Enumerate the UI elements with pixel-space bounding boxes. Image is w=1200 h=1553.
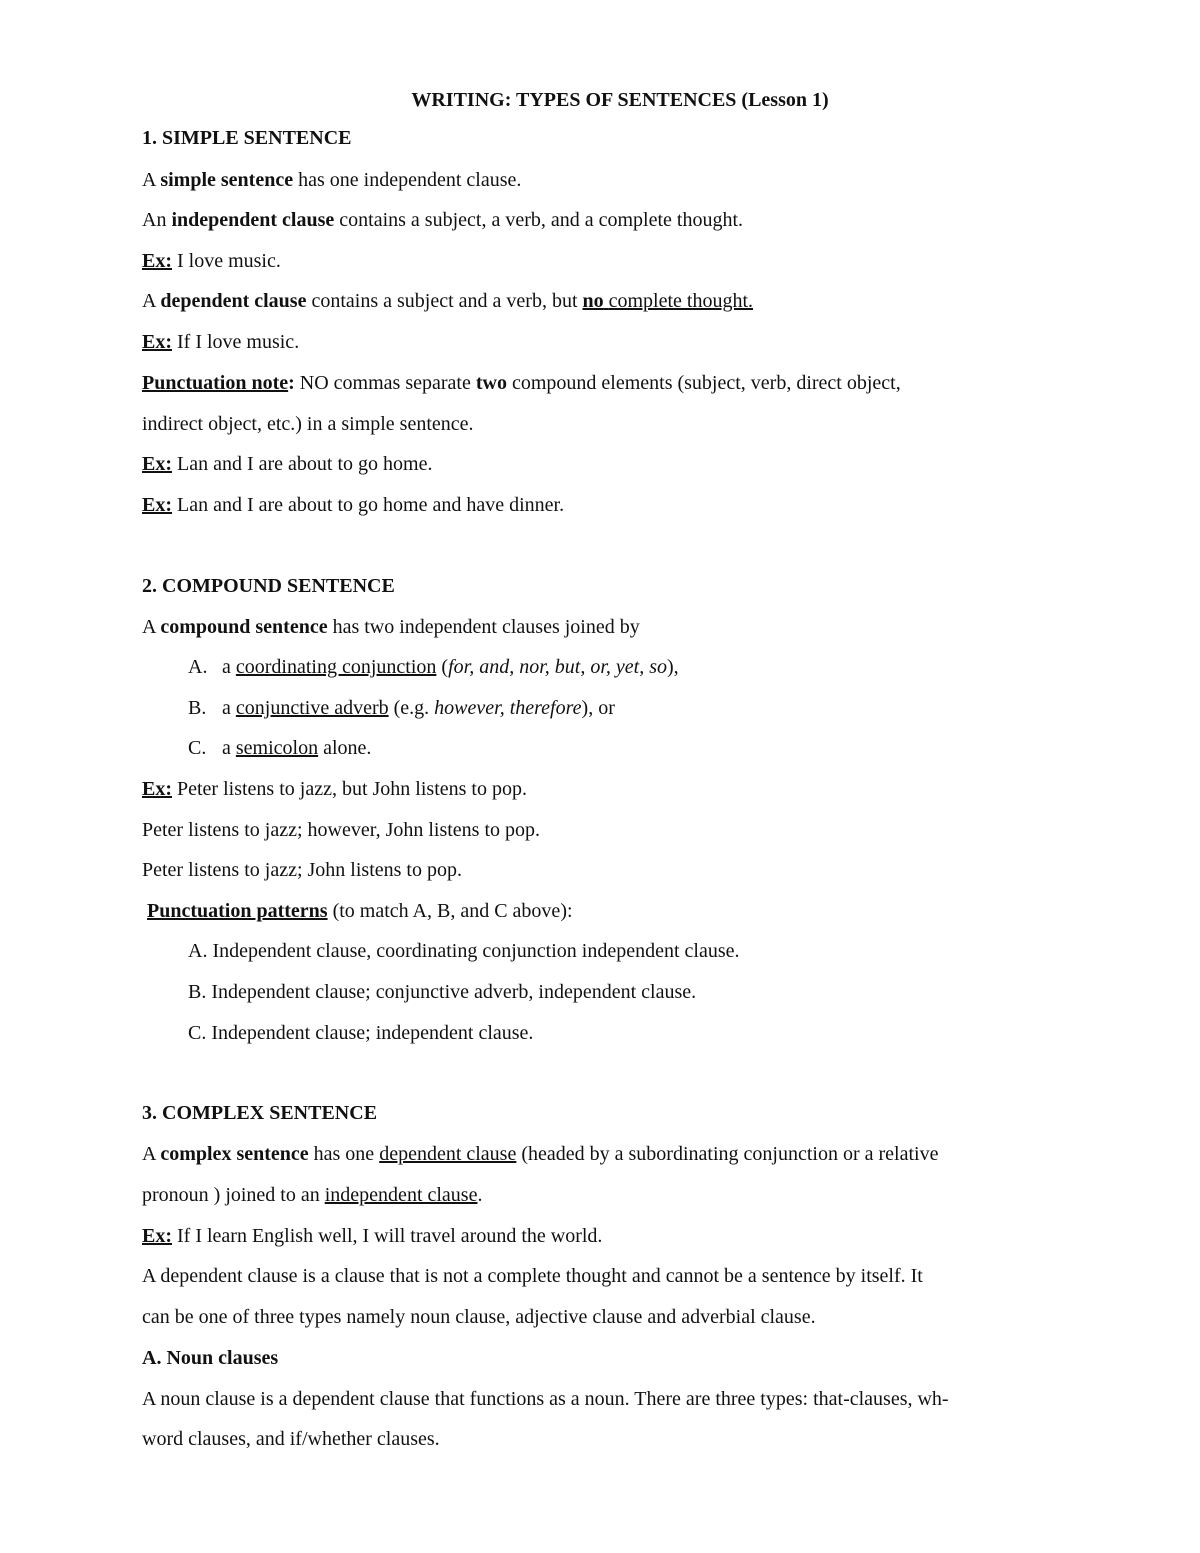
italic-examples: however, therefore — [434, 697, 582, 719]
term-conjunctive-adverb: conjunctive adverb — [235, 697, 389, 719]
term-independent-clause: independent clause — [324, 1184, 478, 1206]
example-label: Ex: — [142, 331, 172, 353]
independent-clause-definition — [142, 208, 743, 232]
text: compound elements (subject, verb, direct object, — [506, 372, 901, 394]
term-compound-sentence: compound sentence — [160, 616, 328, 638]
list-marker: B. — [188, 697, 207, 719]
pattern-item: C. Independent clause; independent clause. — [188, 1022, 534, 1044]
section-heading-compound: 2. COMPOUND SENTENCE — [142, 575, 395, 597]
compound-definition — [142, 615, 640, 639]
punctuation-patterns — [147, 899, 573, 923]
text: . — [477, 1184, 483, 1206]
example-label: Ex: — [142, 250, 172, 272]
text: has one independent clause. — [293, 169, 522, 191]
example-line — [142, 452, 432, 476]
example-line — [142, 777, 527, 801]
example-text: Lan and I are about to go home. — [172, 453, 433, 475]
text: An — [142, 209, 172, 231]
text: A — [142, 290, 161, 312]
emphasis-complete-thought: complete thought. — [608, 290, 754, 312]
example-line — [142, 493, 564, 517]
text: a — [222, 737, 236, 759]
punctuation-note-label: Punctuation note — [142, 372, 289, 394]
example-label: Ex: — [142, 453, 172, 475]
complex-definition — [142, 1142, 938, 1166]
punctuation-note-continued: indirect object, etc.) in a simple sentence. — [142, 413, 474, 435]
emphasis-no: no — [582, 290, 604, 312]
simple-definition — [142, 168, 521, 192]
paragraph-line: word clauses, and if/whether clauses. — [142, 1428, 440, 1450]
text: : — [288, 372, 295, 394]
text: a — [222, 697, 236, 719]
list-item — [188, 655, 679, 679]
text: (headed by a subordinating conjunction or a relative — [516, 1143, 939, 1165]
text: contains a subject, a verb, and a complete thought. — [334, 209, 744, 231]
paragraph-line: A noun clause is a dependent clause that functions as a noun. There are three types: that-clauses, wh- — [142, 1388, 949, 1410]
punctuation-patterns-label: Punctuation patterns — [147, 900, 328, 922]
italic-examples: for, and, nor, but, or, yet, so — [448, 656, 667, 678]
list-item — [188, 736, 371, 760]
example-text: If I love music. — [172, 331, 300, 353]
example-line: Peter listens to jazz; John listens to pop. — [142, 859, 462, 881]
term-semicolon: semicolon — [235, 737, 319, 759]
punctuation-note — [142, 371, 901, 395]
example-text: Peter listens to jazz, but John listens to pop. — [172, 778, 527, 800]
text: A — [142, 169, 161, 191]
text: A — [142, 1143, 161, 1165]
example-line — [142, 249, 281, 273]
term-dependent-clause: dependent clause — [160, 290, 307, 312]
dependent-clause-definition — [142, 289, 753, 313]
subheading-noun-clauses: A. Noun clauses — [142, 1347, 279, 1369]
example-line — [142, 1224, 602, 1248]
text: ( — [436, 656, 449, 678]
list-marker: A. — [188, 656, 208, 678]
text: (e.g. — [388, 697, 435, 719]
text: ), — [666, 656, 679, 678]
example-line: Peter listens to jazz; however, John listens to pop. — [142, 819, 541, 841]
example-label: Ex: — [142, 778, 172, 800]
text: contains a subject and a verb, but — [306, 290, 583, 312]
text: A — [142, 616, 161, 638]
complex-definition-continued — [142, 1183, 482, 1207]
term-simple-sentence: simple sentence — [160, 169, 294, 191]
page-title: WRITING: TYPES OF SENTENCES (Lesson 1) — [411, 89, 829, 111]
text: (to match A, B, and C above): — [327, 900, 573, 922]
list-item — [188, 696, 615, 720]
paragraph-line: A dependent clause is a clause that is not a complete thought and cannot be a sentence by itself. It — [142, 1265, 923, 1287]
term-dependent-clause: dependent clause — [379, 1143, 517, 1165]
term-complex-sentence: complex sentence — [160, 1143, 309, 1165]
text: has one — [308, 1143, 380, 1165]
term-independent-clause: independent clause — [171, 209, 335, 231]
example-line — [142, 330, 299, 354]
emphasis-two: two — [475, 372, 507, 394]
list-marker: C. — [188, 737, 207, 759]
text: ), or — [581, 697, 615, 719]
example-label: Ex: — [142, 494, 172, 516]
example-text: If I learn English well, I will travel around the world. — [172, 1225, 603, 1247]
text: has two independent clauses joined by — [327, 616, 640, 638]
paragraph-line: can be one of three types namely noun clause, adjective clause and adverbial clause. — [142, 1306, 816, 1328]
example-label: Ex: — [142, 1225, 172, 1247]
text: alone. — [318, 737, 372, 759]
text: pronoun ) joined to an — [142, 1184, 325, 1206]
text: NO commas separate — [294, 372, 476, 394]
pattern-item: B. Independent clause; conjunctive adverb, independent clause. — [188, 981, 697, 1003]
section-heading-simple: 1. SIMPLE SENTENCE — [142, 127, 352, 149]
term-coordinating-conjunction: coordinating conjunction — [235, 656, 437, 678]
pattern-item: A. Independent clause, coordinating conjunction independent clause. — [188, 940, 740, 962]
text: a — [222, 656, 236, 678]
example-text: Lan and I are about to go home and have dinner. — [172, 494, 565, 516]
example-text: I love music. — [172, 250, 281, 272]
section-heading-complex: 3. COMPLEX SENTENCE — [142, 1102, 378, 1124]
